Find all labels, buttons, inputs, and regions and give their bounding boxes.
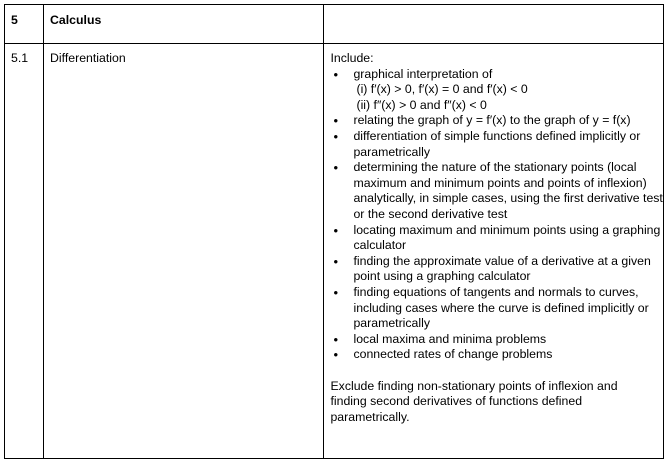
include-list-subitem: (i) f′(x) > 0, f′(x) = 0 and f′(x) < 0 xyxy=(356,82,528,97)
section-number: 5 xyxy=(5,5,44,44)
subsection-row xyxy=(5,44,664,459)
include-list-item-text: differentiation of simple functions defined implicitly or parametrically xyxy=(353,128,641,159)
include-list-item-text: determining the nature of the stationary points (local maximum and minimum points and points of inflexion) analytically, in simple cases, using the first derivative test or the second derivative test xyxy=(353,160,663,221)
subsection-topic: Differentiation xyxy=(44,44,324,459)
include-list-item xyxy=(330,129,663,160)
include-list-item-text: graphical interpretation of xyxy=(353,66,493,81)
include-list-item-text: connected rates of change problems xyxy=(353,347,553,362)
include-list-item xyxy=(330,160,663,222)
include-list-item-text: finding the approximate value of a derivative at a given point using a graphing calculator xyxy=(353,253,651,284)
section-header-empty-cell xyxy=(324,5,664,44)
include-list-subitem: (ii) f″(x) > 0 and f″(x) < 0 xyxy=(356,97,487,112)
syllabus-table xyxy=(4,4,664,459)
include-list-item xyxy=(330,223,663,254)
include-label: Include: xyxy=(330,51,374,65)
subsection-details xyxy=(324,44,664,459)
include-list-item xyxy=(330,347,663,363)
include-list-item xyxy=(330,113,663,129)
section-header-row xyxy=(5,5,664,44)
include-list xyxy=(330,67,663,363)
include-list-item-text: finding equations of tangents and normals to curves, including cases where the curve is defined implicitly or parametrically xyxy=(353,284,649,331)
section-title: Calculus xyxy=(44,5,324,44)
include-list-item xyxy=(330,254,663,285)
include-list-item xyxy=(330,285,663,332)
exclude-note: Exclude finding non-stationary points of inflexion and finding second derivatives of functions defined parametrically. xyxy=(330,378,618,425)
include-list-item xyxy=(330,332,663,348)
include-list-item-text: relating the graph of y = f′(x) to the graph of y = f(x) xyxy=(353,113,631,128)
include-list-item xyxy=(330,67,663,114)
include-list-item-text: locating maximum and minimum points using a graphing calculator xyxy=(353,222,661,253)
include-list-item-text: local maxima and minima problems xyxy=(353,331,547,346)
subsection-number: 5.1 xyxy=(5,44,44,459)
